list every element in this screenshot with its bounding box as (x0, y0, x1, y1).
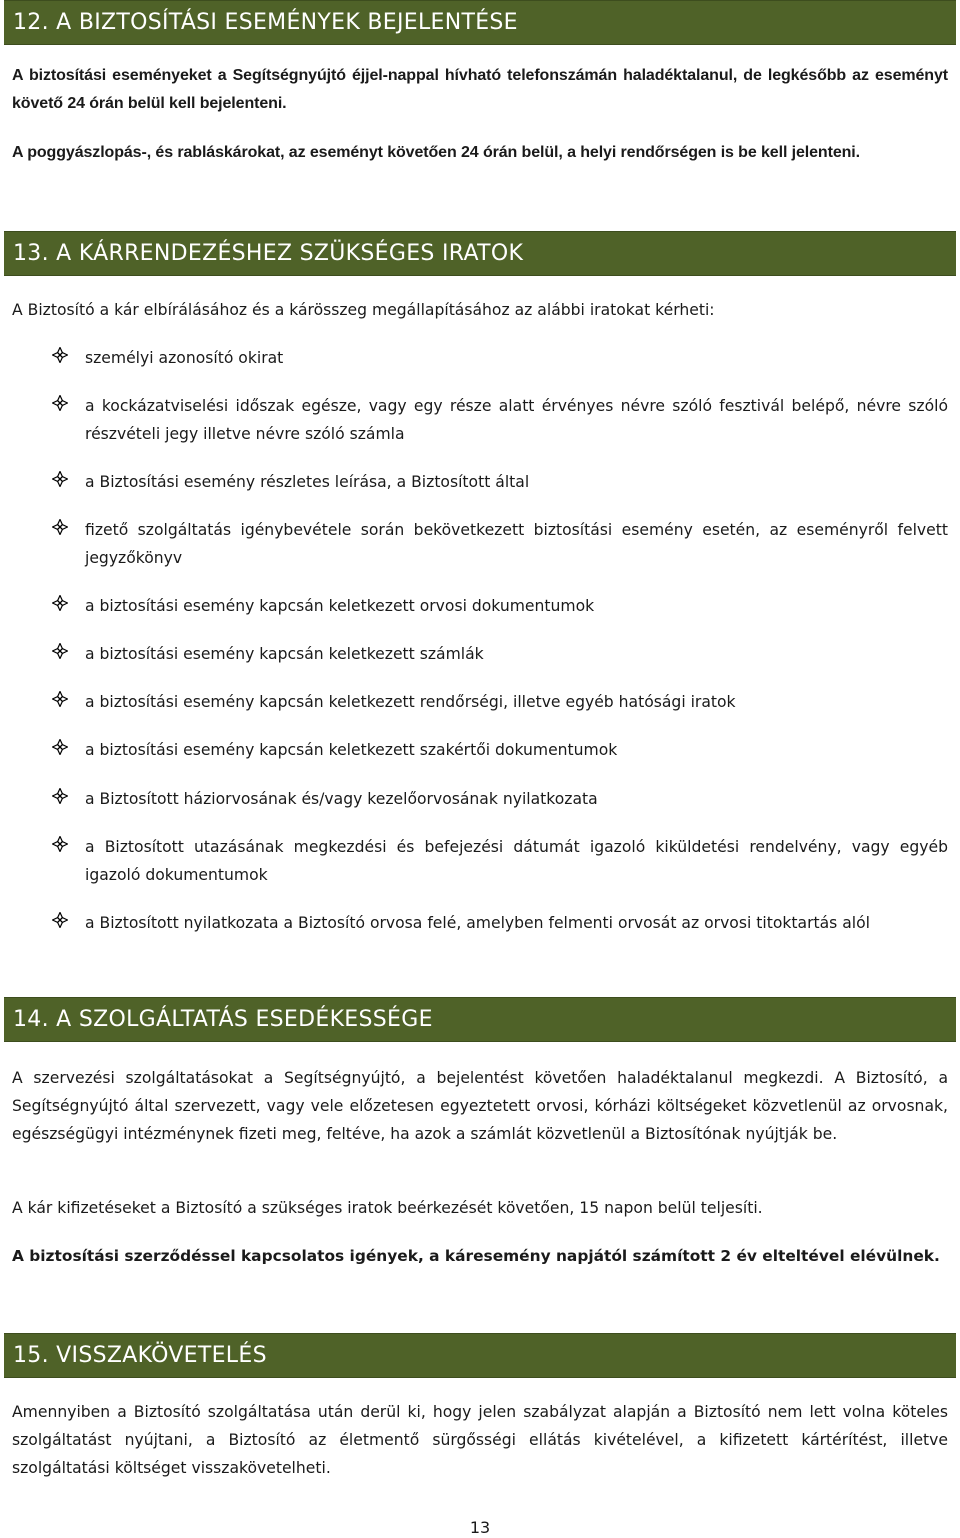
diamond-bullet-icon (52, 788, 68, 804)
page-number: 13 (469, 1518, 491, 1537)
list-item-text: a Biztosított nyilatkozata a Biztosító orvosa felé, amelyben felmenti orvosát az orvosi titoktartás alól (85, 914, 870, 932)
section-15-paragraph-1: Amennyiben a Biztosító szolgáltatása után derül ki, hogy jelen szabályzat alapján a Biztosító nem lett volna köteles szolgáltatást nyújtani, a Biztosító az életmentő sürgősségi ellátás kivételével, a kifizetett kártérítést, illetve szolgáltatási költséget visszakövetelheti. (12, 1403, 948, 1477)
list-item-text: a biztosítási esemény kapcsán keletkezett számlák (85, 645, 484, 663)
list-item-text: a biztosítási esemény kapcsán keletkezett orvosi dokumentumok (85, 597, 595, 615)
diamond-bullet-icon (52, 395, 68, 411)
diamond-bullet-icon (52, 739, 68, 755)
section-12-header (4, 0, 956, 45)
list-item-text: a kockázatviselési időszak egésze, vagy egy része alatt érvényes névre szóló fesztivál belépő, névre szóló részvételi jegy illetve névre szóló számla (85, 397, 948, 443)
list-item-text: fizető szolgáltatás igénybevétele során bekövetkezett biztosítási esemény esetén, az eseményről felvett jegyzőkönyv (85, 521, 948, 567)
section-15-title: 15. VISSZAKÖVETELÉS (13, 1343, 267, 1368)
section-13-intro: A Biztosító a kár elbírálásához és a kárösszeg megállapításához az alábbi iratokat kérheti: (12, 301, 715, 319)
section-12-title: 12. A BIZTOSÍTÁSI ESEMÉNYEK BEJELENTÉSE (13, 10, 518, 35)
section-15-header (4, 1333, 956, 1378)
list-item-text: a Biztosítási esemény részletes leírása, a Biztosított által (85, 473, 530, 491)
section-14-paragraph-2: A kár kifizetéseket a Biztosító a szükséges iratok beérkezését követően, 15 napon belül teljesíti. (12, 1199, 763, 1217)
list-item-text: személyi azonosító okirat (85, 349, 284, 367)
section-14-title: 14. A SZOLGÁLTATÁS ESEDÉKESSÉGE (13, 1007, 433, 1032)
list-item-text: a Biztosított háziorvosának és/vagy kezelőorvosának nyilatkozata (85, 790, 598, 808)
list-item-text: a biztosítási esemény kapcsán keletkezett szakértői dokumentumok (85, 741, 618, 759)
diamond-bullet-icon (52, 519, 68, 535)
diamond-bullet-icon (52, 836, 68, 852)
diamond-bullet-icon (52, 595, 68, 611)
section-14-header (4, 997, 956, 1042)
section-13-title: 13. A KÁRRENDEZÉSHEZ SZÜKSÉGES IRATOK (13, 241, 524, 266)
list-item-text: a biztosítási esemény kapcsán keletkezett rendőrségi, illetve egyéb hatósági iratok (85, 693, 736, 711)
diamond-bullet-icon (52, 912, 68, 928)
section-14-paragraph-1: A szervezési szolgáltatásokat a Segítségnyújtó, a bejelentést követően haladéktalanul megkezdi. A Biztosító, a Segítségnyújtó által szervezett, vagy vele előzetesen egyeztetett orvosi, kórházi költségeket közvetlenül az orvosnak, egészségügyi intézménynek fizeti meg, feltéve, ha azok a számlát közvetlenül a Biztosítónak nyújtják be. (12, 1069, 948, 1143)
diamond-bullet-icon (52, 691, 68, 707)
diamond-bullet-icon (52, 471, 68, 487)
section-13-header (4, 231, 956, 276)
diamond-bullet-icon (52, 347, 68, 363)
section-12-paragraph-1: A biztosítási eseményeket a Segítségnyújtó éjjel-nappal hívható telefonszámán haladéktalanul, de legkésőbb az eseményt követő 24 órán belül kell bejelenteni. (12, 67, 948, 112)
diamond-bullet-icon (52, 643, 68, 659)
list-item-text: a Biztosított utazásának megkezdési és befejezési dátumát igazoló kiküldetési rendelvény, vagy egyéb igazoló dokumentumok (85, 838, 948, 884)
section-14-paragraph-3: A biztosítási szerződéssel kapcsolatos igények, a káresemény napjától számított 2 év elteltével elévülnek. (12, 1247, 940, 1265)
section-12-paragraph-2: A poggyászlopás-, és rabláskárokat, az eseményt követően 24 órán belül, a helyi rendőrségen is be kell jelenteni. (12, 144, 860, 161)
